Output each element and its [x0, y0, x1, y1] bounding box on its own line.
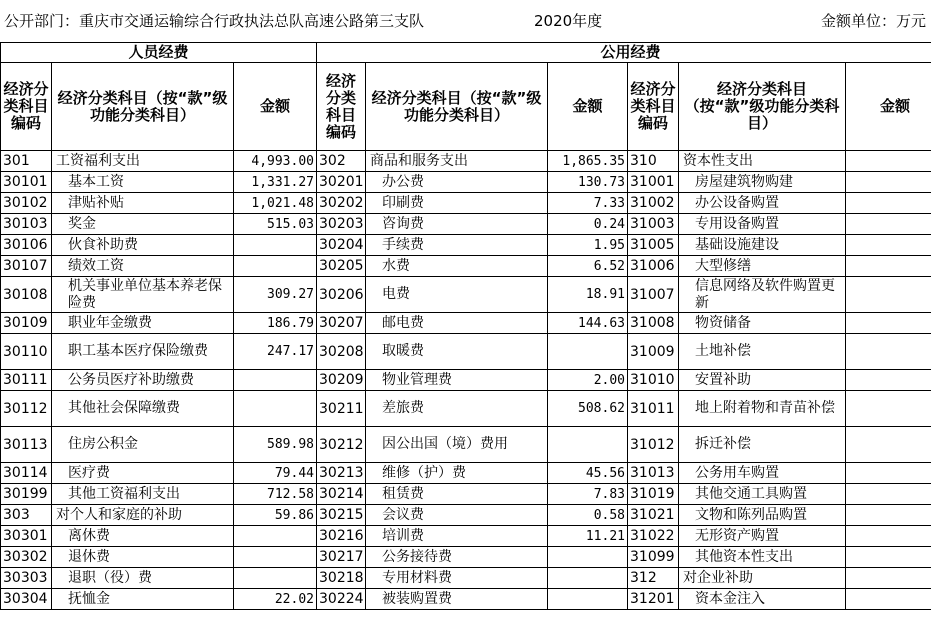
amount-cell	[846, 547, 931, 568]
code-cell: 30111	[1, 370, 52, 391]
code-cell: 30217	[317, 547, 366, 568]
table-row	[1, 256, 931, 277]
code-cell: 31099	[628, 547, 679, 568]
amount-cell	[548, 589, 628, 610]
amount-cell: 589.98	[234, 427, 317, 463]
group-personnel: 人员经费	[1, 43, 317, 63]
name-cell: 其他社会保障缴费	[52, 391, 234, 427]
name-cell: 租赁费	[366, 484, 548, 505]
table-row	[1, 589, 931, 610]
name-cell: 职工基本医疗保险缴费	[52, 334, 234, 370]
name-cell: 住房公积金	[52, 427, 234, 463]
code-cell: 30216	[317, 526, 366, 547]
report-header	[0, 0, 931, 40]
name-cell: 基础设施建设	[679, 235, 846, 256]
code-cell: 30201	[317, 172, 366, 193]
amount-cell	[548, 568, 628, 589]
code-cell: 30106	[1, 235, 52, 256]
amount-cell	[846, 193, 931, 214]
name-cell: 无形资产购置	[679, 526, 846, 547]
name-cell: 离休费	[52, 526, 234, 547]
expense-table	[0, 42, 931, 610]
name-cell: 土地补偿	[679, 334, 846, 370]
amount-cell	[846, 568, 931, 589]
amount-cell	[846, 172, 931, 193]
code-cell: 31022	[628, 526, 679, 547]
amount-cell: 6.52	[548, 256, 628, 277]
code-cell: 31009	[628, 334, 679, 370]
amount-cell	[846, 151, 931, 172]
amount-cell: 1.95	[548, 235, 628, 256]
col-code: 经济分类科目编码	[317, 63, 366, 151]
amount-cell	[548, 427, 628, 463]
name-cell: 房屋建筑物购建	[679, 172, 846, 193]
table-body	[1, 151, 931, 610]
name-cell: 咨询费	[366, 214, 548, 235]
table-row	[1, 526, 931, 547]
name-cell: 被装购置费	[366, 589, 548, 610]
code-cell: 30215	[317, 505, 366, 526]
code-cell: 30113	[1, 427, 52, 463]
table-row	[1, 391, 931, 427]
code-cell: 30224	[317, 589, 366, 610]
name-cell: 伙食补助费	[52, 235, 234, 256]
name-cell: 专用设备购置	[679, 214, 846, 235]
amount-cell: 515.03	[234, 214, 317, 235]
name-cell: 邮电费	[366, 313, 548, 334]
amount-cell	[846, 235, 931, 256]
code-cell: 30108	[1, 277, 52, 313]
name-cell: 其他工资福利支出	[52, 484, 234, 505]
code-cell: 30110	[1, 334, 52, 370]
code-cell: 31002	[628, 193, 679, 214]
name-cell: 对企业补助	[679, 568, 846, 589]
code-cell: 31003	[628, 214, 679, 235]
code-cell: 31008	[628, 313, 679, 334]
name-cell: 办公设备购置	[679, 193, 846, 214]
code-cell: 303	[1, 505, 52, 526]
amount-cell: 186.79	[234, 313, 317, 334]
code-cell: 30214	[317, 484, 366, 505]
table-row	[1, 313, 931, 334]
code-cell: 31006	[628, 256, 679, 277]
name-cell: 奖金	[52, 214, 234, 235]
table-row	[1, 568, 931, 589]
name-cell: 退职（役）费	[52, 568, 234, 589]
name-cell: 机关事业单位基本养老保险费	[52, 277, 234, 313]
code-cell: 31005	[628, 235, 679, 256]
code-cell: 30208	[317, 334, 366, 370]
table-row	[1, 427, 931, 463]
name-cell: 办公费	[366, 172, 548, 193]
code-cell: 312	[628, 568, 679, 589]
code-cell: 30304	[1, 589, 52, 610]
col-code: 经济分类科目编码	[628, 63, 679, 151]
code-cell: 30109	[1, 313, 52, 334]
amount-cell	[846, 370, 931, 391]
code-cell: 30212	[317, 427, 366, 463]
name-cell: 津贴补贴	[52, 193, 234, 214]
code-cell: 30114	[1, 463, 52, 484]
name-cell: 资本性支出	[679, 151, 846, 172]
name-cell: 职业年金缴费	[52, 313, 234, 334]
amount-cell: 1,865.35	[548, 151, 628, 172]
amount-cell	[234, 568, 317, 589]
code-cell: 31011	[628, 391, 679, 427]
amount-cell	[846, 526, 931, 547]
amount-cell: 0.24	[548, 214, 628, 235]
amount-cell: 59.86	[234, 505, 317, 526]
name-cell: 物业管理费	[366, 370, 548, 391]
table-row	[1, 370, 931, 391]
name-cell: 工资福利支出	[52, 151, 234, 172]
amount-cell	[548, 547, 628, 568]
name-cell: 水费	[366, 256, 548, 277]
code-cell: 31001	[628, 172, 679, 193]
name-cell: 物资储备	[679, 313, 846, 334]
amount-cell	[846, 214, 931, 235]
code-cell: 30204	[317, 235, 366, 256]
code-cell: 30112	[1, 391, 52, 427]
amount-cell: 247.17	[234, 334, 317, 370]
amount-cell: 309.27	[234, 277, 317, 313]
code-cell: 31019	[628, 484, 679, 505]
code-cell: 31012	[628, 427, 679, 463]
name-cell: 退休费	[52, 547, 234, 568]
name-cell: 安置补助	[679, 370, 846, 391]
amount-cell	[846, 427, 931, 463]
code-cell: 31007	[628, 277, 679, 313]
amount-cell	[846, 589, 931, 610]
table-row	[1, 214, 931, 235]
col-amount: 金额	[234, 63, 317, 151]
name-cell: 拆迁补偿	[679, 427, 846, 463]
amount-cell	[234, 547, 317, 568]
name-cell: 大型修缮	[679, 256, 846, 277]
name-cell: 信息网络及软件购置更新	[679, 277, 846, 313]
name-cell: 文物和陈列品购置	[679, 505, 846, 526]
name-cell: 地上附着物和青苗补偿	[679, 391, 846, 427]
name-cell: 取暖费	[366, 334, 548, 370]
code-cell: 301	[1, 151, 52, 172]
name-cell: 专用材料费	[366, 568, 548, 589]
code-cell: 31201	[628, 589, 679, 610]
amount-cell	[234, 526, 317, 547]
col-amount: 金额	[548, 63, 628, 151]
table-row	[1, 463, 931, 484]
table-row	[1, 547, 931, 568]
table-row	[1, 172, 931, 193]
amount-cell: 4,993.00	[234, 151, 317, 172]
amount-cell: 1,331.27	[234, 172, 317, 193]
amount-cell	[846, 484, 931, 505]
amount-cell: 11.21	[548, 526, 628, 547]
name-cell: 商品和服务支出	[366, 151, 548, 172]
name-cell: 培训费	[366, 526, 548, 547]
code-cell: 30206	[317, 277, 366, 313]
code-cell: 30302	[1, 547, 52, 568]
name-cell: 印刷费	[366, 193, 548, 214]
code-cell: 30211	[317, 391, 366, 427]
table-row	[1, 334, 931, 370]
name-cell: 会议费	[366, 505, 548, 526]
code-cell: 30209	[317, 370, 366, 391]
amount-cell	[846, 277, 931, 313]
amount-cell: 22.02	[234, 589, 317, 610]
amount-cell: 508.62	[548, 391, 628, 427]
code-cell: 31021	[628, 505, 679, 526]
amount-cell: 7.83	[548, 484, 628, 505]
col-name: 经济分类科目（按“款”级功能分类科目）	[679, 63, 846, 151]
name-cell: 因公出国（境）费用	[366, 427, 548, 463]
code-cell: 30213	[317, 463, 366, 484]
col-code: 经济分类科目编码	[1, 63, 52, 151]
code-cell: 30218	[317, 568, 366, 589]
amount-cell	[846, 505, 931, 526]
code-cell: 30102	[1, 193, 52, 214]
col-name: 经济分类科目（按“款”级功能分类科目）	[52, 63, 234, 151]
code-cell: 30199	[1, 484, 52, 505]
amount-cell: 1,021.48	[234, 193, 317, 214]
name-cell: 其他交通工具购置	[679, 484, 846, 505]
table-row	[1, 151, 931, 172]
name-cell: 电费	[366, 277, 548, 313]
amount-cell	[234, 370, 317, 391]
name-cell: 公务员医疗补助缴费	[52, 370, 234, 391]
name-cell: 其他资本性支出	[679, 547, 846, 568]
code-cell: 30207	[317, 313, 366, 334]
group-public: 公用经费	[317, 43, 931, 63]
code-cell: 30205	[317, 256, 366, 277]
table-row	[1, 505, 931, 526]
code-cell: 30101	[1, 172, 52, 193]
amount-cell	[846, 463, 931, 484]
amount-cell: 712.58	[234, 484, 317, 505]
amount-cell: 79.44	[234, 463, 317, 484]
unit-label: 金额单位：万元	[820, 12, 926, 30]
department-label: 公开部门：重庆市交通运输综合行政执法总队高速公路第三支队	[4, 12, 425, 30]
col-amount: 金额	[846, 63, 931, 151]
amount-cell	[846, 256, 931, 277]
amount-cell: 45.56	[548, 463, 628, 484]
code-cell: 30303	[1, 568, 52, 589]
amount-cell	[846, 391, 931, 427]
code-cell: 30103	[1, 214, 52, 235]
amount-cell: 0.58	[548, 505, 628, 526]
table-row	[1, 277, 931, 313]
code-cell: 30301	[1, 526, 52, 547]
name-cell: 资本金注入	[679, 589, 846, 610]
name-cell: 基本工资	[52, 172, 234, 193]
name-cell: 对个人和家庭的补助	[52, 505, 234, 526]
name-cell: 医疗费	[52, 463, 234, 484]
name-cell: 维修（护）费	[366, 463, 548, 484]
amount-cell	[234, 256, 317, 277]
table-row	[1, 484, 931, 505]
amount-cell	[846, 334, 931, 370]
name-cell: 绩效工资	[52, 256, 234, 277]
name-cell: 公务用车购置	[679, 463, 846, 484]
name-cell: 手续费	[366, 235, 548, 256]
name-cell: 差旅费	[366, 391, 548, 427]
amount-cell: 130.73	[548, 172, 628, 193]
table-row	[1, 193, 931, 214]
name-cell: 抚恤金	[52, 589, 234, 610]
amount-cell: 144.63	[548, 313, 628, 334]
code-cell: 31010	[628, 370, 679, 391]
fiscal-year: 2020年度	[534, 12, 603, 30]
amount-cell	[234, 391, 317, 427]
col-name: 经济分类科目（按“款”级功能分类科目）	[366, 63, 548, 151]
code-cell: 31013	[628, 463, 679, 484]
code-cell: 30107	[1, 256, 52, 277]
name-cell: 公务接待费	[366, 547, 548, 568]
code-cell: 30202	[317, 193, 366, 214]
code-cell: 30203	[317, 214, 366, 235]
amount-cell: 7.33	[548, 193, 628, 214]
amount-cell	[846, 313, 931, 334]
amount-cell	[548, 334, 628, 370]
amount-cell: 18.91	[548, 277, 628, 313]
amount-cell: 2.00	[548, 370, 628, 391]
amount-cell	[234, 235, 317, 256]
table-row	[1, 235, 931, 256]
code-cell: 310	[628, 151, 679, 172]
code-cell: 302	[317, 151, 366, 172]
